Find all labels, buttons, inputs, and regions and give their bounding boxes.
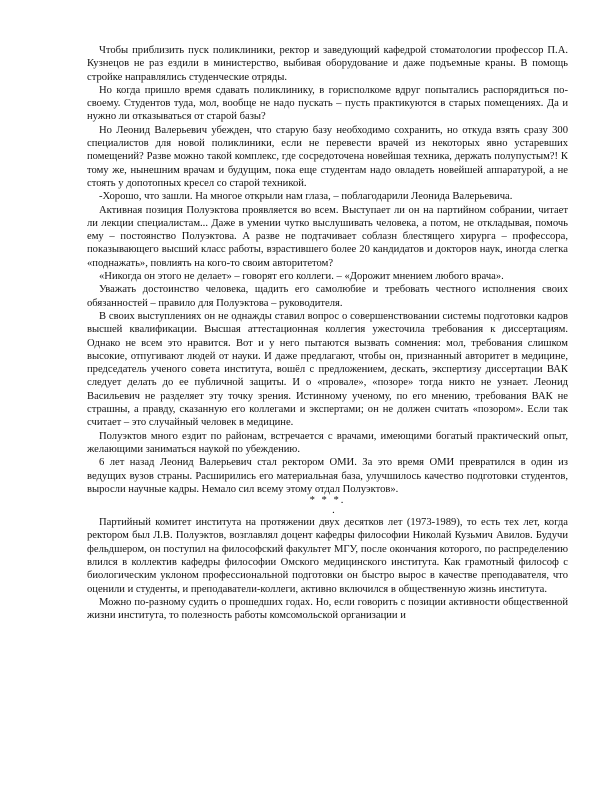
paragraph: Полуэктов много ездит по районам, встречается с врачами, имеющими богатый практический опыт, желающими заниматься наукой по убеждению. — [87, 430, 568, 455]
separator-dot: . — [332, 505, 335, 517]
paragraph: В своих выступлениях он не однажды ставил вопрос о совершенствовании системы подготовки кадров высшей квалификации. Высшая аттестационная коллегия ужесточила требования к диссертациям. Однако не всем это нравится. Вот и у него пытаются вызвать сомнения: мол, требования слишком высокие, отпугивают людей от науки. И даже предлагают, чтобы он, признанный авторитет в медицине, председатель ученого совета института, вошёл с предложением, дескать, экспертизу диссертации ВАК следует делать до ее публичной защиты. И о «провале», «позоре» тогда никто не узнает. Леонид Васильевич не разделяет эту точку зрения. Истинному ученому, по его мнению, требования ВАК не страшны, а правду, сказанную его коллегами и экспертами; он не должен считать «позором». Если так считает – это случайный человек в медицине. — [87, 310, 568, 429]
paragraph: Уважать достоинство человека, щадить его самолюбие и требовать честного исполнения своих обязанностей – правило для Полуэктова – руководителя. — [87, 284, 568, 309]
paragraph: Но Леонид Валерьевич убежден, что старую базу необходимо сохранить, но откуда взять сразу 300 специалистов для новой поликлиники, если не перевести врачей из некоторых явно устаревших помещений? Разве можно такой комплекс, где сосредоточена новейшая техника, держать полупустым?! К тому же, нынешним врачам и будущим, пока еще студентам надо овладеть новейшей аппаратурой, а не стоять у допотопных кресел со старой техникой. — [87, 124, 568, 189]
section-separator: * * *. — [309, 495, 346, 507]
paragraph: 6 лет назад Леонид Валерьевич стал ректором ОМИ. За это время ОМИ превратился в один из ведущих вузов страны. Расширились его материальная база, улучшилось качество подготовки студентов, выросли научные кадры. Немало сил всему этому отдал Полуэктов». — [87, 457, 568, 495]
paragraph: -Хорошо, что зашли. На многое открыли нам глаза, – поблагодарили Леонида Валерьевича. — [99, 191, 513, 203]
paragraph: Но когда пришло время сдавать поликлинику, в горисполкоме вдруг попытались распорядиться по-своему. Студентов туда, мол, вообще не надо пускать – пусть практикуются в старых помещениях. Да и нужно ли отказываться от старой базы? — [87, 84, 568, 123]
paragraph: «Никогда он этого не делает» – говорят его коллеги. – «Дорожит мнением любого врача». — [99, 271, 504, 283]
paragraph: Можно по-разному судить о прошедших годах. Но, если говорить с позиции активности общественной жизни института, то полезность работы комсомольской организации и — [87, 596, 568, 622]
paragraph: Чтобы приблизить пуск поликлиники, ректор и заведующий кафедрой стоматологии профессор П.А. Кузнецов не раз ездили в министерство, выбивая оборудование и даже подъемные краны. В помощь стройке направлялись студенческие отряды. — [87, 45, 568, 83]
document-body — [87, 44, 568, 622]
paragraph: Партийный комитет института на протяжении двух десятков лет (1973-1989), то есть тех лет, когда ректором был Л.В. Полуэктов, возглавлял доцент кафедры философии Николай Кузьмич Авилов. Будучи фельдшером, он поступил на философский факультет МГУ, после окончания которого, по распределению влился в коллектив кафедры философии Омского медицинского института. Как грамотный философ с биологическим уклоном профессиональной подготовки он быстро вырос в качестве преподавателя, что оценили и студенты, и преподаватели-коллеги, активно включился в общественную жизнь института. — [87, 517, 568, 595]
paragraph: Активная позиция Полуэктова проявляется во всем. Выступает ли он на партийном собрании, читает ли лекции специалистам... Даже в умении чутко выслушивать человека, а потом, не откладывая, помочь ему – постоянство Полуэктова. А разве не подтачивает соблазн блестящего хирурга – профессора, показывающего высший класс работы, взрастившего более 20 кандидатов и докторов наук, иногда слегка «поднажать», повлиять на кого-то своим авторитетом? — [87, 204, 568, 269]
